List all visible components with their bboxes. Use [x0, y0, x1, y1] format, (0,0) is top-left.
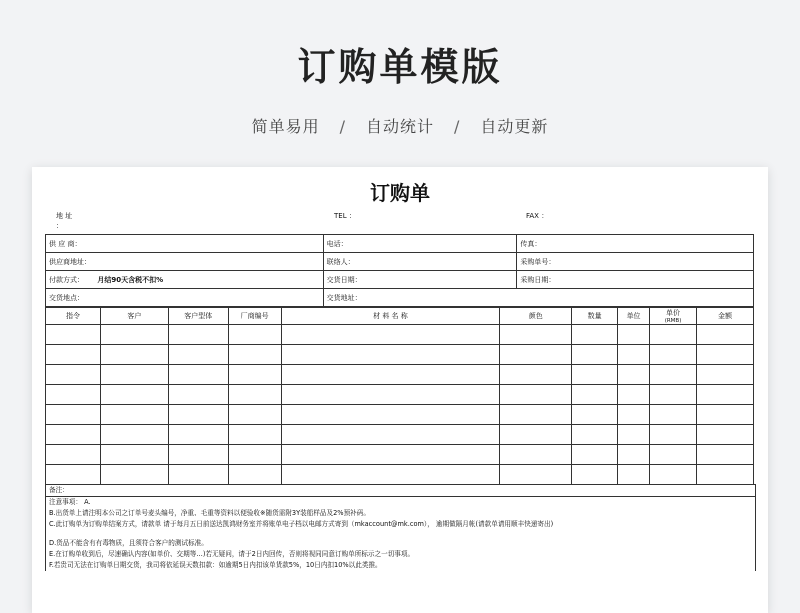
- item-cell[interactable]: [100, 425, 168, 445]
- col-unit: 单位: [618, 308, 650, 325]
- item-row: [46, 345, 754, 365]
- tag-easy: 简单易用: [251, 117, 320, 136]
- item-cell[interactable]: [650, 425, 697, 445]
- item-cell[interactable]: [697, 445, 754, 465]
- item-cell[interactable]: [228, 405, 281, 425]
- item-cell[interactable]: [281, 425, 500, 445]
- items-table: [45, 307, 754, 485]
- item-cell[interactable]: [46, 325, 101, 345]
- header-table: [45, 234, 754, 307]
- item-cell[interactable]: [228, 365, 281, 385]
- phone-cell[interactable]: 电话：: [323, 235, 517, 253]
- item-row: [46, 325, 754, 345]
- item-cell[interactable]: [168, 365, 228, 385]
- payment-label: 付款方式：: [49, 275, 84, 284]
- doc-title: 订购单: [370, 181, 430, 205]
- remark-row[interactable]: 备注：: [46, 484, 755, 497]
- item-cell[interactable]: [281, 405, 500, 425]
- item-cell[interactable]: [618, 325, 650, 345]
- note-line: F.若贵司无法在订购单日期交货，我司将依延误天数扣款：如逾期5日内扣该单货款5%，10日内扣10%以此类推。: [49, 561, 382, 569]
- contact-cell[interactable]: 联络人：: [323, 253, 517, 271]
- note-line: D.货品不能含有有毒物质，且须符合客户的测试标准。: [49, 539, 208, 547]
- item-cell[interactable]: [572, 425, 618, 445]
- item-cell[interactable]: [100, 445, 168, 465]
- col-customer-model: 客户型体: [168, 308, 228, 325]
- separator: /: [339, 117, 346, 136]
- item-cell[interactable]: [650, 405, 697, 425]
- tag-auto-stat: 自动统计: [365, 117, 434, 136]
- item-cell[interactable]: [228, 445, 281, 465]
- item-cell[interactable]: [100, 405, 168, 425]
- fax-cell[interactable]: 传真：: [517, 235, 754, 253]
- item-cell[interactable]: [650, 445, 697, 465]
- item-cell[interactable]: [281, 445, 500, 465]
- item-cell[interactable]: [228, 425, 281, 445]
- item-cell[interactable]: [500, 445, 572, 465]
- payment-value: 月结90天含税不扣%: [97, 275, 164, 284]
- item-cell[interactable]: [228, 385, 281, 405]
- item-cell[interactable]: [500, 465, 572, 485]
- item-cell[interactable]: [100, 365, 168, 385]
- item-cell[interactable]: [100, 465, 168, 485]
- separator: /: [454, 117, 461, 136]
- item-cell[interactable]: [572, 325, 618, 345]
- item-cell[interactable]: [650, 465, 697, 485]
- item-cell[interactable]: [168, 405, 228, 425]
- col-color: 颜色: [500, 308, 572, 325]
- item-cell[interactable]: [572, 365, 618, 385]
- hero-subtitle: [0, 114, 800, 137]
- item-cell[interactable]: [168, 385, 228, 405]
- item-cell[interactable]: [618, 405, 650, 425]
- col-material-name: 材 料 名 称: [281, 308, 500, 325]
- tag-auto-update: 自动更新: [480, 117, 549, 136]
- item-cell[interactable]: [618, 365, 650, 385]
- item-cell[interactable]: [281, 465, 500, 485]
- header-row: [46, 289, 754, 307]
- item-cell[interactable]: [697, 385, 754, 405]
- item-cell[interactable]: [100, 325, 168, 345]
- col-amount: 金额: [697, 308, 754, 325]
- item-cell[interactable]: [168, 465, 228, 485]
- address-label: 地 址: [56, 212, 73, 220]
- col-unit-price: [650, 308, 697, 325]
- item-cell[interactable]: [228, 325, 281, 345]
- note-line: C.此订购单为订购单结案方式，请款单 请于每月五日前送达凯鸿财务室并将账单电子档以电邮方式寄到（mkaccount@mk.com）， 逾期做隔月帐(请款单请用顺丰快递寄出): [49, 520, 554, 528]
- item-row: [46, 445, 754, 465]
- hero-title: 订购单模版: [297, 45, 503, 89]
- item-cell[interactable]: [618, 345, 650, 365]
- item-cell[interactable]: [168, 445, 228, 465]
- item-cell[interactable]: [500, 405, 572, 425]
- item-cell[interactable]: [500, 385, 572, 405]
- item-cell[interactable]: [46, 345, 101, 365]
- unit-price-label: 单价: [666, 309, 681, 317]
- note-line: E.在订购单收到后，尽速确认内容(如单价、交期等…)若无疑问，请于2日内回传，否则将视同同意订购单所标示之一切事项。: [49, 550, 415, 558]
- item-cell[interactable]: [697, 405, 754, 425]
- po-number-cell[interactable]: 采购单号：: [517, 253, 754, 271]
- items-body: [46, 325, 754, 485]
- notes-section: [45, 484, 756, 571]
- item-cell[interactable]: [46, 425, 101, 445]
- note-line: 注意事项： A.: [49, 498, 91, 506]
- item-cell[interactable]: [572, 445, 618, 465]
- item-cell[interactable]: [168, 425, 228, 445]
- col-customer: 客户: [100, 308, 168, 325]
- item-row: [46, 465, 754, 485]
- item-row: [46, 385, 754, 405]
- header-row: [46, 253, 754, 271]
- delivery-address-cell[interactable]: 交货地址：: [323, 289, 753, 307]
- payment-cell[interactable]: [46, 271, 324, 289]
- items-header-row: [46, 308, 754, 325]
- item-cell[interactable]: [618, 465, 650, 485]
- address-row: [32, 211, 768, 233]
- item-cell[interactable]: [500, 425, 572, 445]
- item-cell[interactable]: [168, 345, 228, 365]
- item-cell[interactable]: [618, 445, 650, 465]
- item-cell[interactable]: [281, 385, 500, 405]
- item-cell[interactable]: [650, 345, 697, 365]
- item-cell[interactable]: [697, 365, 754, 385]
- item-cell[interactable]: [697, 465, 754, 485]
- header-row: [46, 271, 754, 289]
- item-cell[interactable]: [572, 405, 618, 425]
- col-quantity: 数量: [572, 308, 618, 325]
- item-cell[interactable]: [46, 385, 101, 405]
- item-cell[interactable]: [572, 385, 618, 405]
- item-cell[interactable]: [281, 325, 500, 345]
- item-cell[interactable]: [100, 345, 168, 365]
- item-cell[interactable]: [618, 385, 650, 405]
- supplier-address-cell[interactable]: 供应商地址：: [46, 253, 324, 271]
- fax-label: FAX ：: [526, 212, 549, 220]
- item-cell[interactable]: [500, 325, 572, 345]
- item-row: [46, 425, 754, 445]
- note-line: B.出货单上请注明本公司之订单号麦头编号，净重、毛重等资料以便验收※随货需附3Y装船样品及2%预补码。: [49, 509, 370, 517]
- purchase-date-cell[interactable]: 采购日期：: [517, 271, 754, 289]
- item-cell[interactable]: [46, 405, 101, 425]
- item-cell[interactable]: [697, 425, 754, 445]
- item-cell[interactable]: [46, 365, 101, 385]
- delivery-date-cell[interactable]: 交货日期：: [323, 271, 517, 289]
- unit-price-currency: (RMB): [664, 318, 682, 324]
- item-cell[interactable]: [46, 445, 101, 465]
- delivery-place-cell[interactable]: 交货地点：: [46, 289, 324, 307]
- item-row: [46, 405, 754, 425]
- col-vendor-code: 厂商编号: [228, 308, 281, 325]
- item-row: [46, 365, 754, 385]
- address-colon: ：: [56, 222, 63, 230]
- supplier-cell[interactable]: 供 应 商：: [46, 235, 324, 253]
- header-row: [46, 235, 754, 253]
- item-cell[interactable]: [100, 385, 168, 405]
- item-cell[interactable]: [618, 425, 650, 445]
- item-cell[interactable]: [500, 345, 572, 365]
- item-cell[interactable]: [281, 345, 500, 365]
- item-cell[interactable]: [46, 465, 101, 485]
- item-cell[interactable]: [281, 365, 500, 385]
- item-cell[interactable]: [228, 465, 281, 485]
- item-cell[interactable]: [697, 345, 754, 365]
- item-cell[interactable]: [650, 325, 697, 345]
- item-cell[interactable]: [228, 345, 281, 365]
- col-command: 指令: [46, 308, 101, 325]
- item-cell[interactable]: [572, 345, 618, 365]
- order-form-sheet: [32, 167, 768, 613]
- note-gap: [46, 530, 755, 538]
- item-cell[interactable]: [168, 325, 228, 345]
- tel-label: TEL ：: [334, 212, 356, 220]
- item-cell[interactable]: [500, 365, 572, 385]
- item-cell[interactable]: [650, 365, 697, 385]
- item-cell[interactable]: [572, 465, 618, 485]
- item-cell[interactable]: [697, 325, 754, 345]
- item-cell[interactable]: [650, 385, 697, 405]
